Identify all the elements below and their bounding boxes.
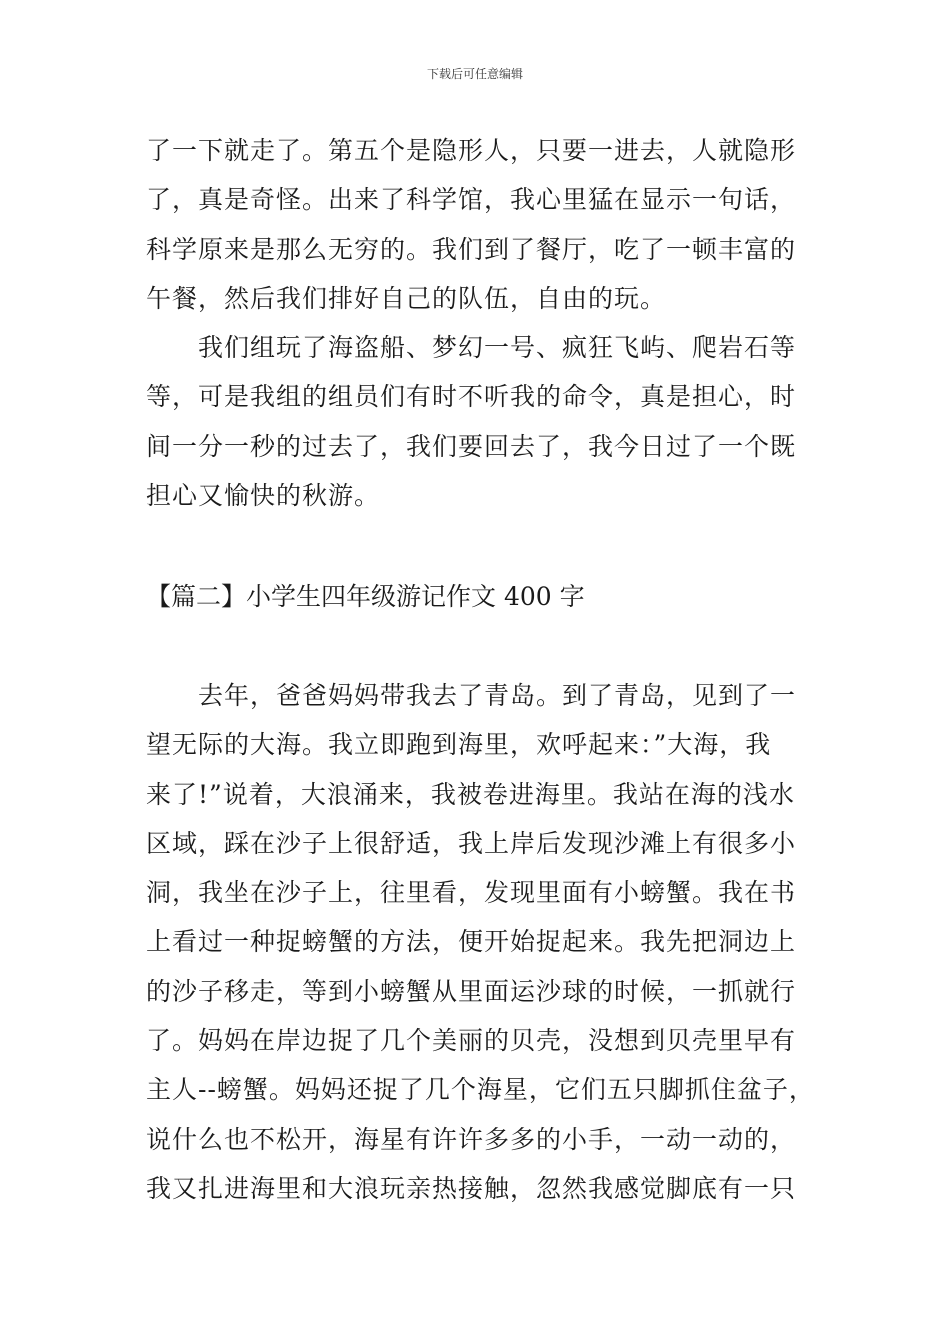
paragraph-line: 我们组玩了海盗船、梦幻一号、疯狂飞屿、爬岩石等 (198, 333, 797, 362)
paragraph-line: 主人--螃蟹。妈妈还捉了几个海星，它们五只脚抓住盆子， (146, 1075, 815, 1105)
paragraph-line: 等，可是我组的组员们有时不听我的命令，真是担心，时 (146, 382, 797, 412)
paragraph-line: 间一分一秒的过去了，我们要回去了，我今日过了一个既 (146, 431, 797, 461)
paragraph-line: 我又扎进海里和大浪玩亲热接触，忽然我感觉脚底有一只 (146, 1173, 797, 1203)
paragraph-line: 担心又愉快的秋游。 (146, 480, 381, 510)
paragraph-line: 的沙子移走，等到小螃蟹从里面运沙球的时候，一抓就行 (146, 976, 797, 1006)
section-heading: 【篇二】小学生四年级游记作文 400 字 (146, 582, 585, 611)
paragraph-line: 洞，我坐在沙子上，往里看，发现里面有小螃蟹。我在书 (146, 878, 797, 908)
paragraph-line: 午餐，然后我们排好自己的队伍，自由的玩。 (146, 283, 667, 313)
paragraph-2 (146, 323, 816, 520)
paragraph-3 (146, 671, 816, 1213)
paragraph-line: 去年，爸爸妈妈带我去了青岛。到了青岛，见到了一 (198, 681, 797, 710)
paragraph-line: 说什么也不松开，海星有许许多多的小手，一动一动的， (146, 1124, 797, 1154)
paragraph-line: 了，真是奇怪。出来了科学馆，我心里猛在显示一句话， (146, 185, 797, 215)
paragraph-line: 科学原来是那么无穷的。我们到了餐厅，吃了一顿丰富的 (146, 234, 797, 264)
paragraph-line: 区域，踩在沙子上很舒适，我上岸后发现沙滩上有很多小 (146, 828, 797, 858)
paragraph-1 (146, 126, 816, 323)
paragraph-line: 望无际的大海。我立即跑到海里，欢呼起来：”大海，我 (146, 730, 772, 760)
paragraph-line: 上看过一种捉螃蟹的方法，便开始捉起来。我先把洞边上 (146, 927, 797, 957)
paragraph-line: 来了!”说着，大浪涌来，我被卷进海里。我站在海的浅水 (146, 779, 795, 809)
page-header: 下载后可任意编辑 (426, 67, 523, 81)
paragraph-line: 了一下就走了。第五个是隐形人，只要一进去，人就隐形 (146, 136, 797, 165)
paragraph-line: 了。妈妈在岸边捉了几个美丽的贝壳，没想到贝壳里早有 (146, 1026, 797, 1056)
